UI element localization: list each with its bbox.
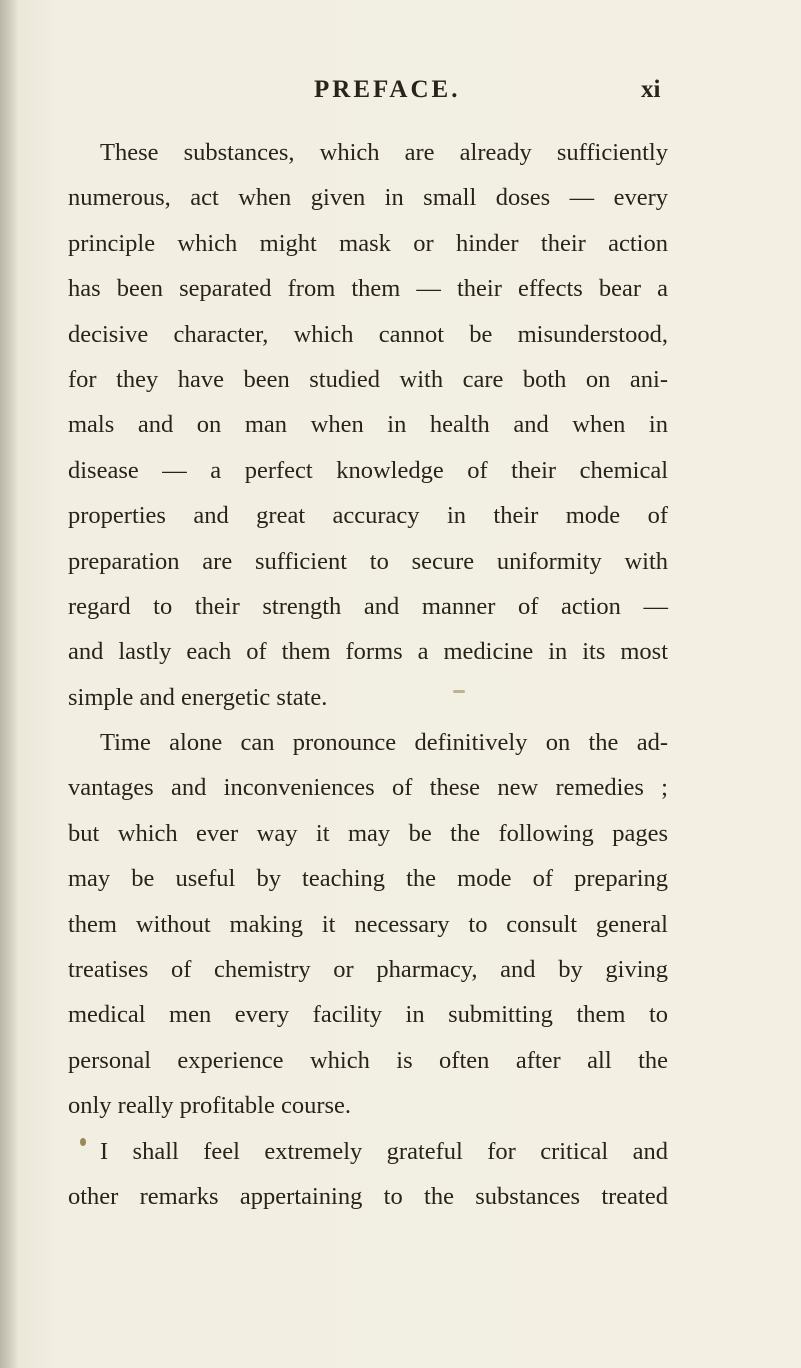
- text-line: Time alone can pronounce definitively on the ad-: [100, 729, 668, 757]
- preface-body: [68, 130, 668, 1219]
- text-line: vantages and inconveniences of these new remedies ;: [68, 774, 668, 802]
- binding-gutter: [0, 0, 18, 1368]
- text-line: regard to their strength and manner of action —: [68, 592, 668, 620]
- text-line: has been separated from them — their effects bear a: [68, 275, 668, 303]
- running-head-title: PREFACE.: [314, 76, 461, 103]
- text-line: mals and on man when in health and when in: [68, 411, 668, 439]
- text-line: properties and great accuracy in their mode of: [68, 502, 668, 530]
- text-line: only really profitable course.: [68, 1092, 352, 1120]
- text-line: These substances, which are already sufficiently: [100, 139, 668, 166]
- running-head: [0, 76, 801, 110]
- text-line: I shall feel extremely grateful for critical and: [100, 1137, 668, 1165]
- text-line: preparation are sufficient to secure uniformity with: [68, 547, 668, 575]
- text-line: numerous, act when given in small doses — every: [68, 184, 668, 212]
- text-line: simple and energetic state.: [68, 683, 328, 711]
- text-line: decisive character, which cannot be misunderstood,: [68, 320, 668, 348]
- text-line: and lastly each of them forms a medicine in its most: [68, 638, 668, 666]
- text-line: other remarks appertaining to the substances treated: [68, 1182, 668, 1210]
- text-line: may be useful by teaching the mode of preparing: [68, 865, 668, 893]
- text-line: them without making it necessary to consult general: [68, 910, 668, 938]
- text-line: disease — a perfect knowledge of their chemical: [68, 456, 668, 484]
- text-line: medical men every facility in submitting them to: [68, 1001, 668, 1029]
- text-line: personal experience which is often after all the: [68, 1046, 668, 1074]
- text-line: treatises of chemistry or pharmacy, and by giving: [68, 956, 668, 984]
- text-line: principle which might mask or hinder their action: [68, 229, 668, 257]
- paper-speck: [80, 1138, 86, 1146]
- paper-speck: [453, 690, 465, 693]
- text-line: but which ever way it may be the following pages: [68, 819, 668, 847]
- page-number: xi: [641, 76, 661, 103]
- text-line: for they have been studied with care both on ani-: [68, 365, 668, 393]
